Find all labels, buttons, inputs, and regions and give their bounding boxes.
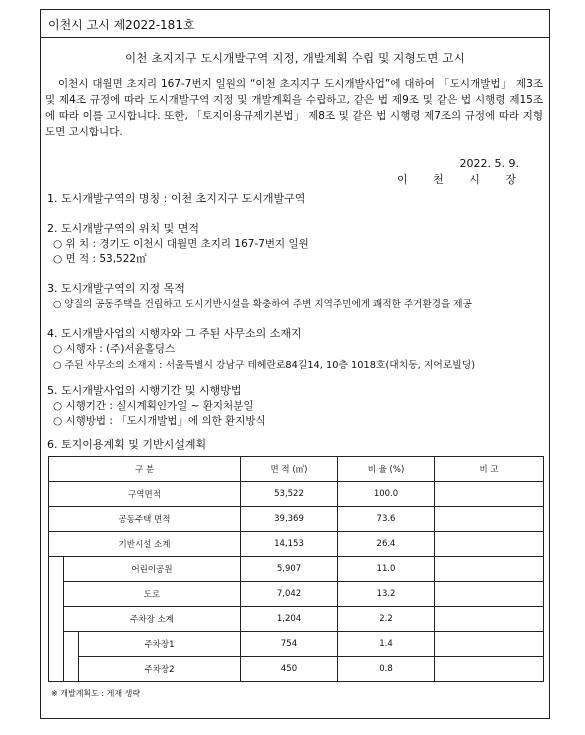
row-area: 1,204 [241, 607, 338, 632]
row-area: 754 [241, 632, 338, 657]
row-area: 7,042 [241, 582, 338, 607]
notice-document [40, 9, 550, 719]
row-label: 공동주택 면적 [49, 507, 241, 532]
row-area: 450 [241, 657, 338, 682]
land-use-table [48, 456, 544, 682]
table-row [49, 532, 544, 557]
notice-date: 2022. 5. 9. [459, 157, 519, 170]
section-2-area: ○ 면 적 : 53,522㎡ [53, 253, 147, 265]
row-ratio: 11.0 [338, 557, 435, 582]
col-ratio: 비 율 (%) [338, 457, 435, 482]
section-2: 2. 도시개발구역의 위치 및 면적 [47, 222, 199, 235]
section-4-operator: ○ 시행자 : (주)서윤홀딩스 [53, 343, 176, 355]
table-row [49, 657, 544, 682]
section-5-period: ○ 시행기간 : 실시계획인가일 ~ 환지처분일 [53, 400, 254, 412]
table-row [49, 607, 544, 632]
indent-cell [64, 632, 79, 682]
row-note [435, 532, 544, 557]
issuer-name: 이 천 시 장 [397, 173, 527, 186]
col-category: 구 분 [49, 457, 241, 482]
row-ratio: 0.8 [338, 657, 435, 682]
table-row [49, 482, 544, 507]
row-area: 53,522 [241, 482, 338, 507]
row-label: 주차장2 [79, 657, 241, 682]
row-note [435, 657, 544, 682]
section-4: 4. 도시개발사업의 시행자와 그 주된 사무소의 소재지 [47, 327, 302, 340]
section-1: 1. 도시개발구역의 명칭 : 이천 초지지구 도시개발구역 [47, 192, 306, 205]
row-ratio: 26.4 [338, 532, 435, 557]
row-label: 주차장1 [79, 632, 241, 657]
row-label: 도로 [64, 582, 241, 607]
col-area: 면 적 (㎡) [241, 457, 338, 482]
table-row [49, 557, 544, 582]
row-note [435, 607, 544, 632]
table-header-row [49, 457, 544, 482]
row-note [435, 632, 544, 657]
row-ratio: 73.6 [338, 507, 435, 532]
section-6: 6. 토지이용계획 및 기반시설계획 [47, 438, 207, 451]
row-area: 39,369 [241, 507, 338, 532]
row-note [435, 482, 544, 507]
row-label: 어린이공원 [64, 557, 241, 582]
row-label: 기반시설 소계 [49, 532, 241, 557]
notice-body: 이천시 대월면 초지리 167-7번지 일원의 “이천 초지지구 도시개발사업”에 대하여 「도시개발법」 제3조 및 제4조 규정에 따라 도시개발구역 지정 및 개발계획을 수립하고, 같은 법 제9조 및 같은 법 시행령 제15조에 따라 이를 고시합니다. 또한, 「토지이용규제기본법」 제8조 및 같은 법 시행령 제7조의 규정에 따라 지형도면 고시합니다. [45, 78, 543, 138]
row-note [435, 557, 544, 582]
row-label: 주차장 소계 [64, 607, 241, 632]
notice-title: 이천 초지지구 도시개발구역 지정, 개발계획 수립 및 지형도면 고시 [124, 51, 466, 65]
section-2-location: ○ 위 치 : 경기도 이천시 대월면 초지리 167-7번지 일원 [53, 238, 309, 250]
row-ratio: 13.2 [338, 582, 435, 607]
notice-header [41, 10, 549, 38]
section-5-method: ○ 시행방법 : 「도시개발법」에 의한 환지방식 [53, 415, 266, 427]
row-area: 14,153 [241, 532, 338, 557]
row-label: 구역면적 [49, 482, 241, 507]
notice-number: 이천시 고시 제2022-181호 [48, 18, 195, 32]
row-ratio: 2.2 [338, 607, 435, 632]
row-area: 5,907 [241, 557, 338, 582]
row-note [435, 507, 544, 532]
section-3-purpose: ○ 양질의 공동주택을 건립하고 도시기반시설을 확충하여 주변 지역주민에게 쾌적한 주거환경을 제공 [53, 299, 472, 310]
section-5: 5. 도시개발사업의 시행기간 및 시행방법 [47, 384, 242, 397]
table-row [49, 632, 544, 657]
table-row [49, 507, 544, 532]
indent-cell [49, 557, 64, 682]
row-ratio: 1.4 [338, 632, 435, 657]
section-4-office: ○ 주된 사무소의 소재지 : 서울특별시 강남구 테헤란로84길14, 10층 1018호(대치동, 지어로빌딩) [53, 360, 476, 371]
row-note [435, 582, 544, 607]
table-row [49, 582, 544, 607]
col-remarks: 비 고 [435, 457, 544, 482]
row-ratio: 100.0 [338, 482, 435, 507]
footnote: ※ 개발계획도 : 게재 생략 [51, 689, 141, 698]
section-3: 3. 도시개발구역의 지정 목적 [47, 282, 185, 295]
